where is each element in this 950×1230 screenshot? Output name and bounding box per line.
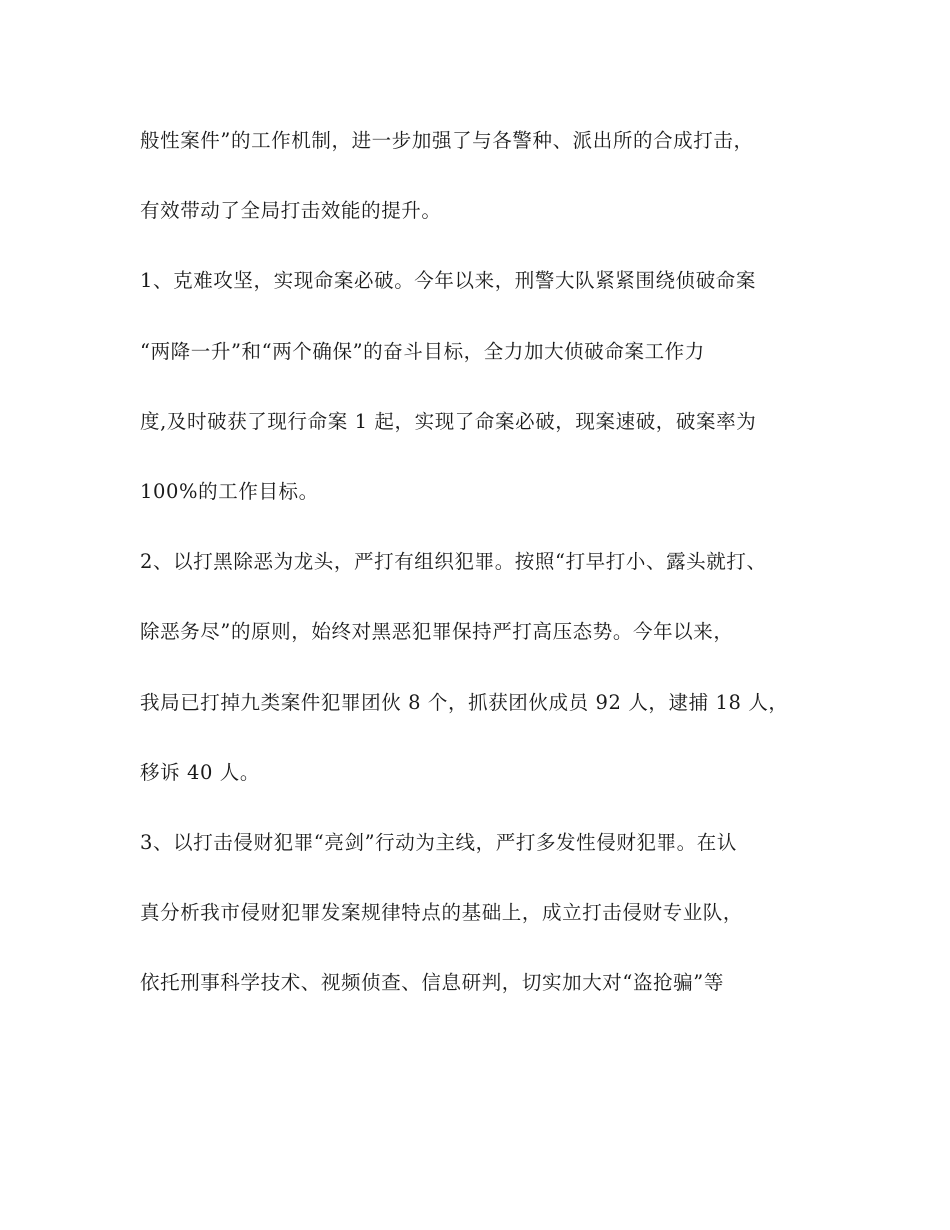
text-line: 除恶务尽”的原则，始终对黑恶犯罪保持严打高压态势。今年以来，	[140, 620, 734, 644]
text-line: 我局已打掉九类案件犯罪团伙 8 个，抓获团伙成员 92 人，逮捕 18 人，	[140, 690, 789, 714]
text-line: 3、以打击侵财犯罪“亮剑”行动为主线，严打多发性侵财犯罪。在认	[140, 830, 737, 854]
text-line: 100%的工作目标。	[140, 479, 319, 503]
text-line: 度,及时破获了现行命案 1 起，实现了命案必破，现案速破，破案率为	[140, 409, 757, 433]
text-line: 移诉 40 人。	[140, 760, 261, 784]
text-line: “两降一升”和“两个确保”的奋斗目标，全力加大侦破命案工作力	[140, 339, 705, 363]
text-line: 真分析我市侵财犯罪发案规律特点的基础上，成立打击侵财专业队，	[140, 901, 744, 925]
text-line: 依托刑事科学技术、视频侦查、信息研判，切实加大对“盗抢骗”等	[140, 971, 724, 995]
text-line: 2、以打黑除恶为龙头，严打有组织犯罪。按照“打早打小、露头就打、	[140, 550, 767, 574]
body-text	[140, 124, 830, 1036]
text-line: 1、克难攻坚，实现命案必破。今年以来，刑警大队紧紧围绕侦破命案	[140, 269, 757, 293]
text-line: 般性案件”的工作机制，进一步加强了与各警种、派出所的合成打击，	[140, 129, 754, 152]
text-line: 有效带动了全局打击效能的提升。	[140, 199, 442, 223]
